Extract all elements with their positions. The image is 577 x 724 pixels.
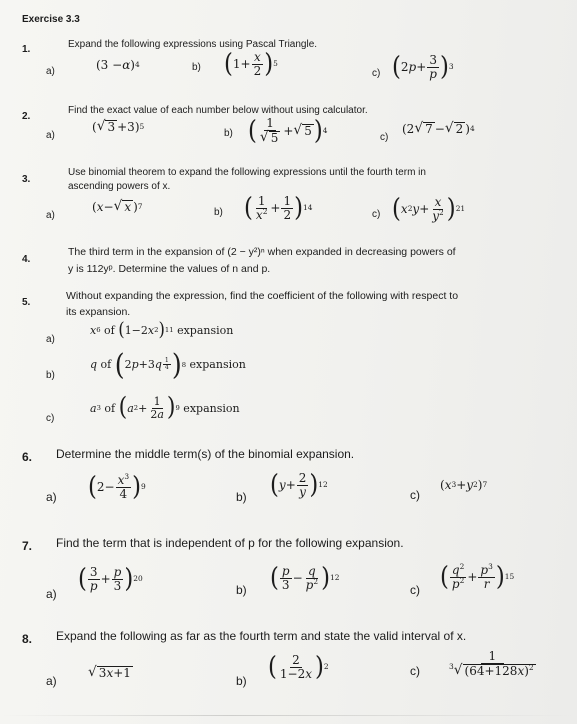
- q7-text: Find the term that is independent of p for the following expansion.: [56, 536, 404, 550]
- q3-text-line2: ascending powers of x.: [68, 181, 171, 192]
- q8c-label: c): [410, 664, 420, 678]
- q8c-expression: 1 $^3$ √ $(64+128x)^2$: [449, 649, 534, 678]
- q1a-label: a): [46, 66, 55, 77]
- q6a-expression: ( 2− $\frac{x^3}{4}$ ) 9: [88, 471, 146, 502]
- q3-number: 3.: [22, 174, 31, 185]
- q2-text: Find the exact value of each number below without using calculator.: [68, 105, 368, 116]
- q3c-expression: ( x 2 y + $\frac{x}{y^2}$ ) 21: [392, 193, 466, 224]
- q3c-label: c): [372, 209, 381, 220]
- q3a-expression: ( x − √ x ) 7: [92, 198, 143, 215]
- q3b-label: b): [214, 207, 223, 218]
- q8b-label: b): [236, 674, 247, 688]
- q2c-expression: (2 √ 7 − √ 2 ) 4: [402, 120, 475, 137]
- q1-number: 1.: [22, 44, 31, 55]
- q2a-label: a): [46, 130, 55, 141]
- q4-number: 4.: [22, 254, 31, 265]
- q2b-label: b): [224, 128, 233, 139]
- q7a-label: a): [46, 587, 57, 601]
- q6-number: 6.: [22, 450, 33, 464]
- q8a-label: a): [46, 674, 57, 688]
- page-edge-shadow: [0, 715, 577, 716]
- q5b-label: b): [46, 370, 55, 381]
- q4-text-line2: y is 112yᵖ. Determine the values of n and p.: [68, 263, 271, 275]
- q1-text: Expand the following expressions using Pascal Triangle.: [68, 39, 318, 50]
- q5-text-line2: its expansion.: [66, 306, 131, 318]
- q4-text-line1: The third term in the expansion of (2 − y²)ⁿ when expanded in decreasing powers of: [68, 246, 456, 258]
- q8a-expression: √ 3x+1: [88, 664, 131, 680]
- q1b-expression: ( 1+ $\frac{x}{2}$ ) 5: [224, 48, 278, 79]
- q5c-label: c): [46, 413, 55, 424]
- q7c-label: c): [410, 583, 420, 597]
- q1b-label: b): [192, 62, 201, 73]
- q3-text-line1: Use binomial theorem to expand the following expressions until the fourth term in: [68, 167, 426, 178]
- q8b-expression: ( $\frac{2}{1-2x}$ ) 2: [268, 651, 329, 682]
- q1c-label: c): [372, 68, 381, 79]
- q2a-expression: ( √ 3 +3) 5: [92, 118, 145, 135]
- q6a-label: a): [46, 490, 57, 504]
- q5a-expression: x 6 of ( 1−2 x 2 ) 11 expansion: [90, 318, 234, 341]
- q5-text-line1: Without expanding the expression, find the coefficient of the following with respect to: [66, 290, 459, 302]
- exercise-title: Exercise 3.3: [22, 14, 80, 25]
- q2-number: 2.: [22, 111, 31, 122]
- q5-number: 5.: [22, 297, 31, 308]
- q7c-expression: ( $\frac{q^2}{p^2}$ + $\frac{p^3}{r}$ ) 15: [440, 561, 515, 592]
- q6-text: Determine the middle term(s) of the binomial expansion.: [56, 447, 355, 461]
- q6c-label: c): [410, 488, 420, 502]
- q2b-expression: ( 1 √ 5 + √ 5 ) 4: [248, 115, 328, 146]
- q5b-expression: q of ( 2 p +3 q $\frac{1}{4}$ ) 8 expansion: [90, 347, 246, 382]
- q7b-expression: ( $\frac{p}{3}$ − $\frac{q}{p^2}$ ) 12: [270, 562, 340, 593]
- q7b-label: b): [236, 583, 247, 597]
- q6c-expression: ( x 3 + y 2 ) 7: [440, 478, 488, 492]
- q8-number: 8.: [22, 632, 33, 646]
- q5a-label: a): [46, 334, 55, 345]
- q7-number: 7.: [22, 539, 33, 553]
- q1a-expression: (3 − α ) 4: [96, 58, 140, 72]
- q6b-label: b): [236, 490, 247, 504]
- q2c-label: c): [380, 132, 389, 143]
- q3a-label: a): [46, 210, 55, 221]
- q8-text: Expand the following as far as the fourth term and state the valid interval of x.: [56, 629, 467, 643]
- q1c-expression: ( 2 p + $\frac{3}{p}$ ) 3: [392, 51, 454, 82]
- q7a-expression: ( $\frac{3}{p}$ + $\frac{p}{3}$ ) 20: [78, 563, 143, 594]
- q5c-expression: a 3 of ( a 2 + $\frac{1}{2a}$ ) 9 expansion: [90, 393, 240, 422]
- q3b-expression: ( $\frac{1}{x^2}$ + $\frac{1}{2}$ ) 14: [244, 192, 313, 223]
- q6b-expression: ( y + $\frac{2}{y}$ ) 12: [270, 469, 328, 500]
